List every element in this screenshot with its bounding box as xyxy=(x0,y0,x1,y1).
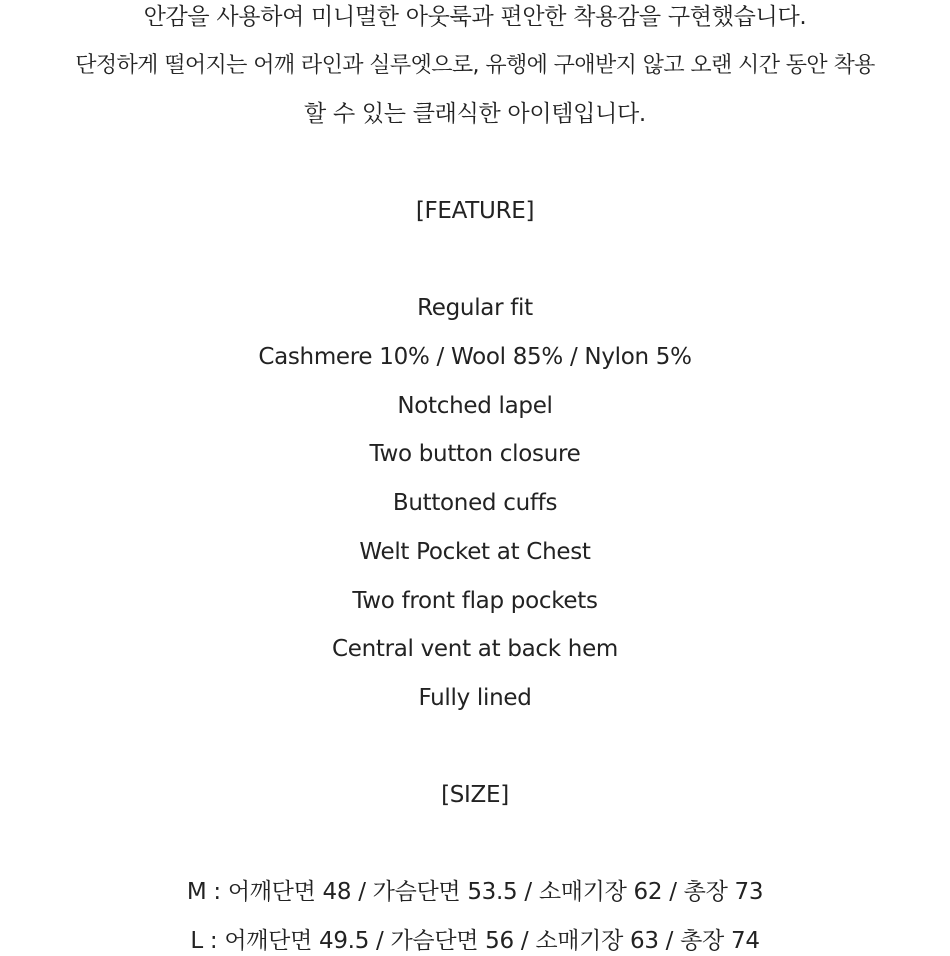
feature-item: Two button closure xyxy=(369,441,581,467)
intro-line-3: 할 수 있는 클래식한 아이템입니다. xyxy=(304,101,646,127)
intro-line-1: 안감을 사용하여 미니멀한 아웃룩과 편안한 착용감을 구현했습니다. xyxy=(143,4,807,30)
size-heading: [SIZE] xyxy=(441,782,509,808)
size-row-m: M : 어깨단면 48 / 가슴단면 53.5 / 소매기장 62 / 총장 73 xyxy=(186,879,764,905)
intro-line-2: 단정하게 떨어지는 어깨 라인과 실루엣으로, 유행에 구애받지 않고 오랜 시간 동안 착용 xyxy=(75,53,875,78)
size-row-l: L : 어깨단면 49.5 / 가슴단면 56 / 소매기장 63 / 총장 74 xyxy=(190,928,760,954)
feature-item: Welt Pocket at Chest xyxy=(359,539,591,565)
feature-item: Notched lapel xyxy=(397,393,553,419)
feature-item: Cashmere 10% / Wool 85% / Nylon 5% xyxy=(258,344,692,370)
feature-item: Two front flap pockets xyxy=(352,588,598,614)
feature-item: Fully lined xyxy=(418,685,532,711)
feature-heading: [FEATURE] xyxy=(415,198,535,224)
feature-item: Buttoned cuffs xyxy=(392,490,558,516)
feature-item: Regular fit xyxy=(417,295,533,321)
feature-item: Central vent at back hem xyxy=(331,636,619,662)
